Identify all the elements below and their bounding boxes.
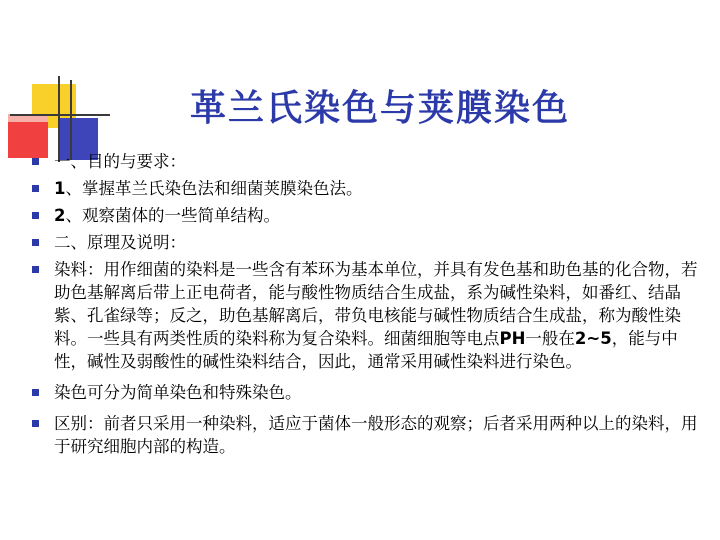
bullet-text: 区别：前者只采用一种染料，适应于菌体一般形态的观察；后者采用两种以上的染料，用于研究细胞内部的构造。 — [54, 414, 698, 456]
slide-title: 革兰氏染色与荚膜染色 — [189, 87, 570, 129]
decorative-horizontal-line — [10, 114, 110, 116]
square-bullet-icon — [32, 266, 39, 273]
square-bullet-icon — [32, 185, 39, 192]
square-bullet-icon — [32, 420, 39, 427]
bullet-list — [30, 150, 700, 462]
bullet-item-difference — [30, 412, 700, 458]
decorative-vertical-line — [70, 80, 72, 160]
bullet-text: 、掌握革兰氏染色法和细菌荚膜染色法。 — [65, 179, 363, 198]
bullet-item-goal-2 — [30, 204, 700, 227]
square-bullet-icon — [32, 239, 39, 246]
bullet-item-purpose-heading — [30, 150, 700, 173]
square-bullet-icon — [32, 158, 39, 165]
bullet-text: 二、原理及说明： — [54, 233, 186, 252]
bullet-item-goal-1 — [30, 177, 700, 200]
bullet-item-principle-heading — [30, 231, 700, 254]
square-bullet-icon — [32, 389, 39, 396]
bullet-item-dye-explanation — [30, 258, 700, 373]
bullet-item-staining-types — [30, 381, 700, 404]
bullet-text: 一、目的与要求： — [54, 152, 186, 171]
bullet-text: 、观察菌体的一些简单结构。 — [65, 206, 280, 225]
bullet-text: 染料：用作细菌的染料是一些含有苯环为基本单位，并具有发色基和助色基的化合物，若助色基解离后带上正电荷者，能与酸性物质结合生成盐，系为碱性染料，如番红、结晶紫、孔雀绿等；反之，助色基解离后，带负电核能与碱性物质结合生成盐，称为酸性染料。一些具有两类性质的染料称为复合染料。细菌细胞等电点PH一般在2~5，能与中性，碱性及弱酸性的碱性染料结合，因此，通常采用碱性染料进行染色。 — [54, 260, 698, 371]
bullet-text: 染色可分为简单染色和特殊染色。 — [54, 383, 302, 402]
bullet-number: 1 — [54, 179, 66, 198]
square-bullet-icon — [32, 212, 39, 219]
bullet-number: 2 — [54, 206, 66, 225]
